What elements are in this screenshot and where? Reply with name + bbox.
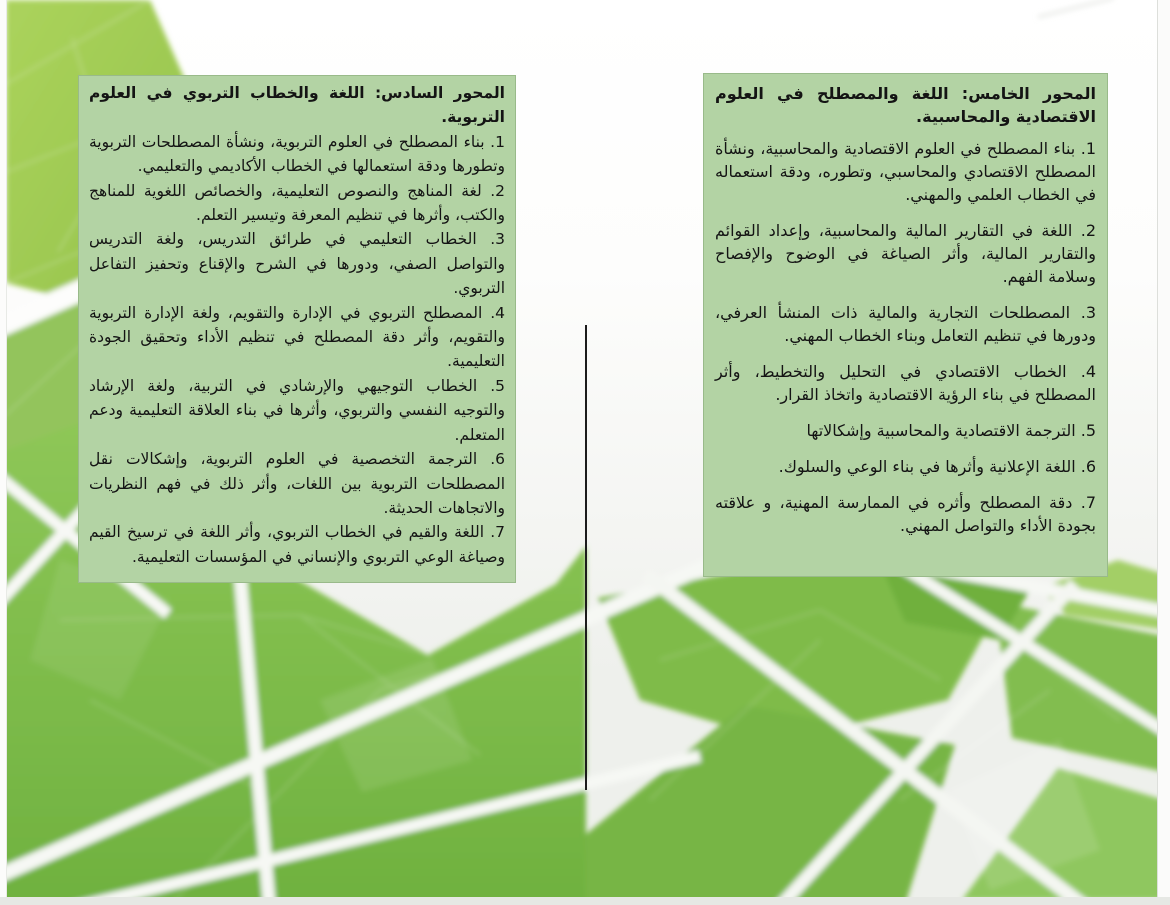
- textbox-axis-6: [78, 75, 516, 583]
- vertical-divider-line: [585, 325, 587, 790]
- axis-5-item: 6. اللغة الإعلانية وأثرها في بناء الوعي والسلوك.: [778, 457, 1096, 476]
- textbox-axis-5: [703, 73, 1108, 577]
- axis-6-title: المحور السادس: اللغة والخطاب التربوي في العلوم التربوية.: [89, 84, 505, 127]
- axis-5-title: المحور الخامس: اللغة والمصطلح في العلوم الاقتصادية والمحاسبية.: [715, 84, 1096, 126]
- axis-5-item: 3. المصطلحات التجارية والمالية ذات المنشأ العرفي، ودورها في تنظيم التعامل وبناء الخطاب المهني.: [715, 303, 1096, 345]
- axis-5-item: 2. اللغة في التقارير المالية والمحاسبية، وإعداد القوائم والتقارير المالية، وأثر الصياغة في الوضوح والإفصاح وسلامة الفهم.: [715, 221, 1096, 286]
- axis-6-item: 3. الخطاب التعليمي في طرائق التدريس، ولغة التدريس والتواصل الصفي، ودورها في الشرح والإقناع وتحفيز التفاعل التربوي.: [89, 230, 505, 298]
- axis-6-item: 4. المصطلح التربوي في الإدارة والتقويم، ولغة الإدارة التربوية والتقويم، وأثر دقة المصطلح في تنظيم الأداء وتحقيق الجودة التعليمية.: [89, 303, 505, 371]
- axis-5-item: 4. الخطاب الاقتصادي في التحليل والتخطيط، وأثر المصطلح في بناء الرؤية الاقتصادية واتخاذ القرار.: [715, 362, 1096, 404]
- axis-6-item: 5. الخطاب التوجيهي والإرشادي في التربية، ولغة الإرشاد والتوجيه النفسي والتربوي، وأثرها في بناء العلاقة التعليمية ودعم المتعلم.: [89, 376, 505, 444]
- axis-6-item: 2. لغة المناهج والنصوص التعليمية، والخصائص اللغوية للمناهج والكتب، وأثرها في تنظيم المعرفة وتيسير التعلم.: [89, 181, 505, 225]
- axis-6-item: 6. الترجمة التخصصية في العلوم التربوية، وإشكالات نقل المصطلحات التربوية بين اللغات، وأثر ذلك في فهم النظريات والاتجاهات الحديثة.: [89, 450, 505, 517]
- axis-6-item: 7. اللغة والقيم في الخطاب التربوي، وأثر اللغة في ترسيخ القيم وصياغة الوعي التربوي والإنساني في المؤسسات التعليمية.: [89, 523, 505, 566]
- axis-5-item: 5. الترجمة الاقتصادية والمحاسبية وإشكالاتها: [806, 421, 1096, 440]
- axis-6-item: 1. بناء المصطلح في العلوم التربوية، ونشأة المصطلحات التربوية وتطورها ودقة استعمالها في الخطاب الأكاديمي والتعليمي.: [89, 132, 505, 176]
- axis-5-item: 7. دقة المصطلح وأثره في الممارسة المهنية، و علاقته بجودة الأداء والتواصل المهني.: [715, 493, 1096, 535]
- axis-5-item: 1. بناء المصطلح في العلوم الاقتصادية والمحاسبية، ونشأة المصطلح الاقتصادي والمحاسبي، وتطوره، ودقة استعماله في الخطاب العلمي والمهني.: [715, 139, 1096, 204]
